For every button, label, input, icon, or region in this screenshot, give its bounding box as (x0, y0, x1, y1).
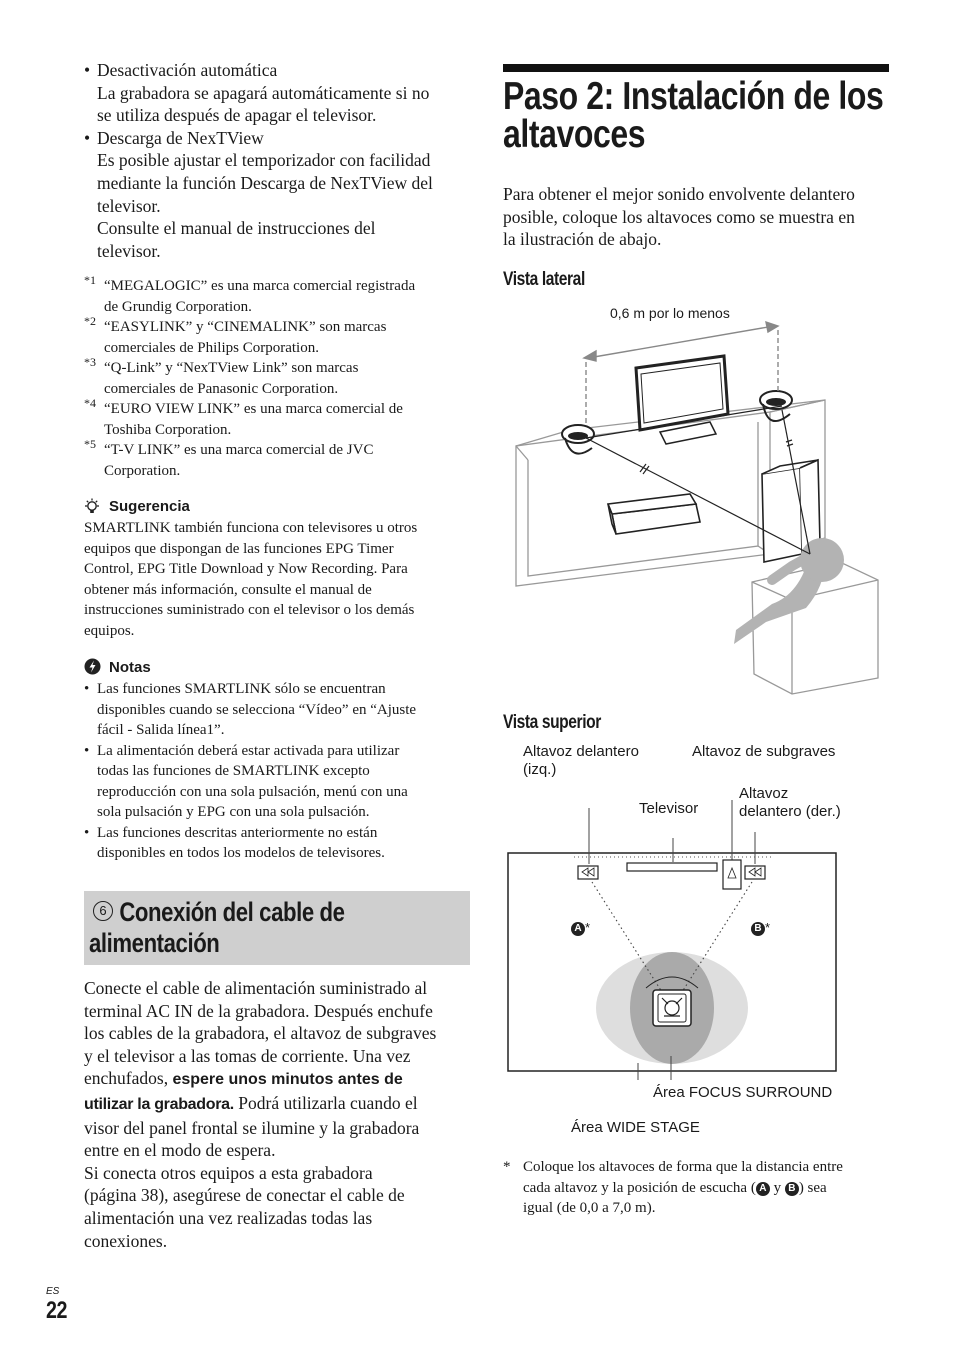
title-rule (503, 64, 889, 72)
subwoofer-icon (723, 860, 741, 889)
power-text: Conecte el cable de alimentación suministrado al terminal AC IN de la grabadora. Después enchufe los cables de la grabadora, el altavoz de subgraves y el televisor a las tomas de corriente. Una vez enchufados, espere unos minutos antes de utilizar la grabadora. Podrá utilizarla cuando el visor del panel frontal se ilumine y la grabadora entre en el modo de espera. Si conecta otros equipos a esta grabadora (página 38), asegúrese de conectar el cable de alimentación una vez realizadas todas las conexiones. (84, 978, 437, 1251)
footnote-1: *1 “MEGALOGIC” es una marca comercial registrada de Grundig Corporation. (84, 273, 416, 315)
tip-text: SMARTLINK también funciona con televisores u otros equipos que dispongan de las funciones EPG Timer Control, EPG Title Download y Now Recording. Para obtener más información, consulte el manual de instrucciones suministrado con el televisor o los demás equipos. (84, 520, 418, 639)
left-speaker-icon (578, 866, 598, 879)
footnotes (84, 273, 484, 481)
marker-a: A * (571, 920, 590, 936)
top-view-heading: Vista superior (503, 712, 601, 733)
label-front-right: Altavoz delantero (der.) (739, 785, 841, 820)
tv-icon (636, 356, 728, 444)
warning-icon (84, 658, 101, 675)
right-speaker-icon (760, 391, 792, 421)
footnote-3: *3 “Q-Link” y “NexTView Link” son marcas comerciales de Panasonic Corporation. (84, 355, 359, 397)
section-6-title: Conexión del cable de alimentación (89, 897, 345, 958)
page-number: ES 22 (46, 1286, 68, 1324)
note-item: • Las funciones SMARTLINK sólo se encuentran disponibles cuando se selecciona “Vídeo” en “Ajuste fácil - Salida línea1”. (84, 679, 484, 741)
lightbulb-icon (84, 498, 100, 516)
note-item: • La alimentación deberá estar activada para utilizar todas las funciones de SMARTLINK excepto reproducción con una sola pulsación, menú con una sola pulsación y EPG con una sola pulsación. (84, 741, 484, 823)
footnote-4: *4 “EURO VIEW LINK” es una marca comercial de Toshiba Corporation. (84, 396, 403, 438)
label-wide-stage: Área WIDE STAGE (571, 1119, 700, 1136)
bullet-auto-off: • Desactivación automática La grabadora se apagará automáticamente si no se utiliza después de apagar el televisor. (84, 59, 474, 127)
distance-label: 0,6 m por lo menos (610, 305, 730, 321)
side-view-heading: Vista lateral (503, 269, 585, 290)
footnote-2: *2 “EASYLINK” y “CINEMALINK” son marcas comerciales de Philips Corporation. (84, 314, 387, 356)
label-subwoofer: Altavoz de subgraves (692, 743, 836, 760)
section-6-heading-box (84, 891, 470, 965)
left-bullets (84, 59, 474, 262)
note-item: • Las funciones descritas anteriormente no están disponibles en todos los modelos de televisores. (84, 823, 484, 864)
label-front-left: Altavoz delantero (izq.) (523, 743, 639, 778)
label-tv: Televisor (639, 800, 699, 817)
bullet-nextview: • Descarga de NexTView Es posible ajustar el temporizador con facilidad mediante la función Descarga de NexTView del televisor. Consulte el manual de instrucciones del televisor. (84, 127, 474, 263)
section-number-badge: 6 (93, 901, 113, 921)
tv-icon (627, 863, 717, 871)
speaker-footnote: * Coloque los altavoces de forma que la distancia entre cada altavoz y la posición de escucha ( A y B ) sea igual (de 0,0 a 7,0 m). (503, 1159, 843, 1216)
recorder-icon (608, 494, 700, 534)
listener-icon (653, 990, 691, 1026)
top-view-illustration (500, 760, 850, 1080)
side-view-illustration (510, 318, 885, 696)
label-focus-surround: Área FOCUS SURROUND (653, 1084, 833, 1101)
right-speaker-icon (745, 866, 765, 879)
intro-text: Para obtener el mejor sonido envolvente delantero posible, coloque los altavoces como se muestra en la ilustración de abajo. (503, 184, 855, 250)
marker-b: B * (751, 920, 770, 936)
footnote-5: *5 “T-V LINK” es una marca comercial de JVC Corporation. (84, 437, 374, 479)
page-title: Paso 2: Instalación de los altavoces (503, 75, 884, 156)
notes-list (84, 679, 484, 864)
listener-icon (734, 538, 878, 694)
